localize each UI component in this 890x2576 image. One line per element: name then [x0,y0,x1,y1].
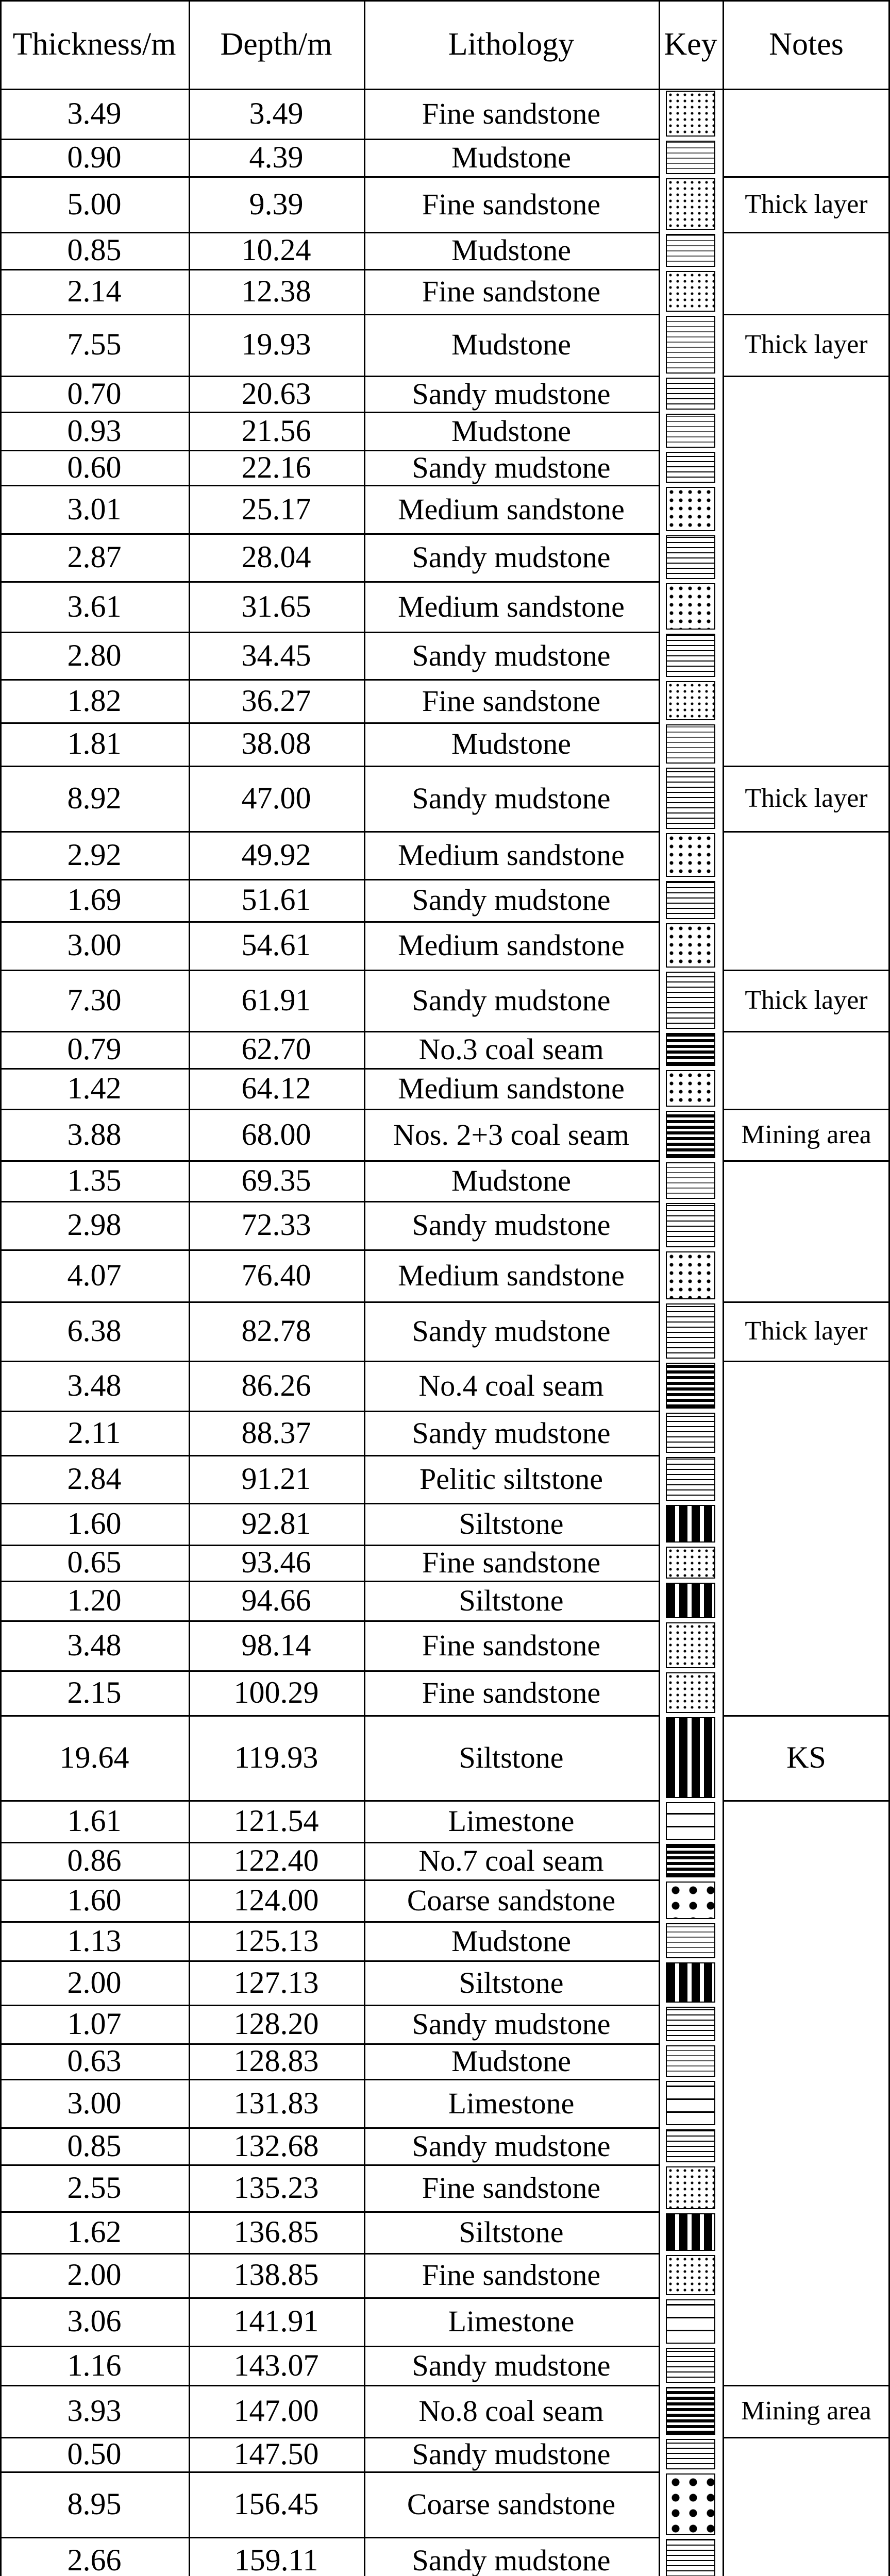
lithology-cell: No.7 coal seam [418,1843,604,1877]
depth-cell: 122.40 [233,1843,319,1877]
depth-cell: 143.07 [233,2348,319,2382]
depth-cell: 20.63 [241,376,311,411]
lithology-key-pattern [666,141,715,174]
depth-cell: 19.93 [241,327,311,362]
thickness-cell: 1.82 [67,683,122,718]
lithology-cell: Limestone [448,2304,575,2338]
depth-cell: 124.00 [233,1883,319,1917]
lithology-cell: Limestone [448,2086,575,2120]
lithology-cell: Sandy mudstone [412,2129,611,2163]
lithology-cell: Pelitic siltstone [419,1462,603,1496]
depth-cell: 28.04 [241,540,311,574]
depth-cell: 135.23 [233,2171,319,2205]
thickness-cell: 4.07 [67,1258,122,1292]
column-divider [723,0,724,2576]
thickness-cell: 3.01 [67,492,122,526]
depth-cell: 47.00 [241,781,311,815]
lithology-key-pattern [666,1583,715,1618]
note-cell: Thick layer [745,189,868,219]
thickness-cell: 0.70 [67,376,122,411]
thickness-cell: 2.98 [67,1208,122,1242]
note-divider [723,1800,890,1802]
lithology-cell: Medium sandstone [398,1258,625,1292]
lithology-key-pattern [666,724,715,764]
lithology-cell: Mudstone [451,1924,571,1958]
thickness-cell: 2.66 [67,2543,122,2576]
lithology-cell: Siltstone [459,1740,564,1774]
lithology-key-pattern [666,1070,715,1107]
lithology-key-pattern [666,972,715,1029]
note-divider [723,376,890,377]
thickness-cell: 1.62 [67,2214,122,2249]
lithology-key-pattern [666,2007,715,2041]
thickness-cell: 1.61 [67,1803,122,1838]
depth-cell: 22.16 [241,450,311,484]
lithology-key-pattern [666,487,715,531]
lithology-cell: Sandy mudstone [412,984,611,1017]
lithology-key-pattern [666,2539,715,2576]
lithology-key-pattern [666,1844,715,1877]
lithology-key-pattern [666,316,715,374]
lithology-key-pattern [666,881,715,919]
lithology-cell: Mudstone [451,727,571,761]
depth-cell: 119.93 [234,1740,318,1774]
thickness-cell: 0.63 [67,2044,122,2078]
lithology-cell: Fine sandstone [422,1675,601,1709]
lithology-key-pattern [666,833,715,877]
lithology-cell: Medium sandstone [398,928,625,962]
depth-cell: 88.37 [241,1415,311,1450]
note-divider [723,831,890,833]
depth-cell: 93.46 [241,1545,311,1580]
depth-cell: 10.24 [241,233,311,267]
lithology-key-pattern [666,2473,715,2535]
note-divider [723,176,890,178]
lithology-cell: Fine sandstone [422,274,601,308]
depth-cell: 9.39 [249,187,304,221]
depth-cell: 62.70 [241,1032,311,1066]
lithology-key-pattern [666,178,715,229]
depth-cell: 51.61 [241,883,311,917]
depth-cell: 127.13 [233,1965,319,1999]
note-divider [723,314,890,315]
lithology-cell: Limestone [448,1804,575,1838]
lithology-key-pattern [666,2081,715,2125]
lithology-cell: Sandy mudstone [412,1314,611,1348]
lithology-cell: Sandy mudstone [412,2007,611,2041]
lithology-cell: Fine sandstone [422,2171,601,2205]
thickness-cell: 0.90 [67,140,122,175]
note-divider [723,1715,890,1717]
lithology-cell: Sandy mudstone [412,377,611,411]
header-key: Key [664,26,717,62]
lithology-key-pattern [666,1717,715,1798]
lithology-key-pattern [666,2213,715,2251]
lithology-cell: Coarse sandstone [407,2487,616,2521]
depth-cell: 136.85 [233,2214,319,2249]
note-divider [723,1361,890,1362]
lithology-cell: Sandy mudstone [412,2543,611,2576]
lithology-cell: Fine sandstone [422,187,601,221]
depth-cell: 25.17 [241,492,311,526]
note-cell: Mining area [741,1120,871,1149]
lithology-key-pattern [666,452,715,483]
lithology-key-pattern [666,1505,715,1543]
thickness-cell: 3.88 [67,1117,122,1151]
thickness-cell: 3.06 [67,2304,122,2338]
depth-cell: 147.00 [233,2394,319,2428]
thickness-cell: 3.93 [67,2394,122,2428]
lithology-key-pattern [666,378,715,410]
depth-cell: 21.56 [241,413,311,448]
depth-cell: 54.61 [241,928,311,962]
thickness-cell: 1.60 [67,1883,122,1917]
note-divider [723,766,890,767]
thickness-cell: 0.93 [67,413,122,448]
depth-cell: 94.66 [241,1583,311,1617]
lithology-key-pattern [666,1622,715,1668]
lithology-key-pattern [666,923,715,968]
lithology-cell: Mudstone [451,141,571,175]
thickness-cell: 8.92 [67,781,122,815]
thickness-cell: 7.55 [67,327,122,362]
lithology-cell: Mudstone [451,414,571,448]
depth-cell: 49.92 [241,837,311,872]
thickness-cell: 8.95 [67,2486,122,2521]
depth-cell: 68.00 [241,1117,311,1151]
depth-cell: 159.11 [234,2543,318,2576]
lithology-cell: Siltstone [459,2215,564,2249]
thickness-cell: 3.00 [67,2086,122,2120]
depth-cell: 128.83 [233,2044,319,2078]
lithology-key-pattern [666,414,715,448]
lithology-cell: Sandy mudstone [412,2348,611,2382]
column-divider [659,0,660,2576]
note-divider [723,2385,890,2386]
note-cell: KS [786,1740,826,1774]
note-divider [723,232,890,233]
lithology-cell: No.8 coal seam [418,2394,604,2428]
note-divider [723,2437,890,2438]
thickness-cell: 2.55 [67,2171,122,2205]
lithology-key-pattern [666,1203,715,1247]
lithology-key-pattern [666,1111,715,1158]
lithology-cell: Siltstone [459,1965,564,1999]
lithology-cell: Coarse sandstone [407,1883,616,1917]
depth-cell: 31.65 [241,589,311,623]
lithology-cell: Sandy mudstone [412,540,611,574]
lithology-cell: Sandy mudstone [412,2437,611,2471]
depth-cell: 82.78 [241,1313,311,1348]
lithology-key-pattern [666,2166,715,2209]
lithology-cell: Siltstone [459,1583,564,1617]
lithology-key-pattern [666,2129,715,2162]
lithology-key-pattern [666,91,715,137]
thickness-cell: 3.49 [67,96,122,131]
thickness-cell: 2.84 [67,1462,122,1496]
thickness-cell: 2.11 [68,1415,121,1450]
lithology-cell: Mudstone [451,233,571,267]
lithology-cell: Medium sandstone [398,589,625,623]
depth-cell: 132.68 [233,2128,319,2163]
note-divider [723,970,890,971]
thickness-cell: 2.14 [67,274,122,308]
thickness-cell: 2.15 [67,1675,122,1709]
header-notes: Notes [769,26,844,62]
thickness-cell: 3.00 [67,928,122,962]
thickness-cell: 3.48 [67,1368,122,1402]
lithology-key-pattern [666,535,715,579]
note-cell: Thick layer [745,330,868,360]
thickness-cell: 1.07 [67,2006,122,2041]
thickness-cell: 0.86 [67,1843,122,1877]
thickness-cell: 1.20 [67,1583,122,1617]
lithology-key-pattern [666,1962,715,2002]
lithology-key-pattern [666,1923,715,1958]
thickness-cell: 0.65 [67,1545,122,1580]
lithology-cell: Mudstone [451,2044,571,2078]
thickness-cell: 0.79 [67,1032,122,1066]
depth-cell: 138.85 [233,2258,319,2292]
thickness-cell: 2.00 [67,2258,122,2292]
depth-cell: 100.29 [233,1675,319,1709]
depth-cell: 147.50 [233,2436,319,2471]
lithology-key-pattern [666,768,715,829]
depth-cell: 128.20 [233,2006,319,2041]
depth-cell: 141.91 [233,2304,319,2338]
note-divider [723,1109,890,1110]
lithology-cell: Fine sandstone [422,1546,601,1580]
depth-cell: 92.81 [241,1506,311,1541]
header-lithology: Lithology [448,26,575,62]
lithology-cell: Nos. 2+3 coal seam [393,1117,629,1151]
thickness-cell: 5.00 [67,187,122,221]
note-cell: Thick layer [745,783,868,813]
depth-cell: 12.38 [241,274,311,308]
lithology-key-pattern [666,2348,715,2383]
depth-cell: 69.35 [241,1163,311,1198]
lithology-key-pattern [666,1413,715,1453]
lithology-key-pattern [666,234,715,267]
lithology-cell: Sandy mudstone [412,1208,611,1242]
depth-cell: 121.54 [233,1803,319,1838]
lithology-cell: Fine sandstone [422,1628,601,1662]
thickness-cell: 19.64 [59,1740,129,1774]
lithology-key-pattern [666,583,715,630]
lithology-cell: Fine sandstone [422,684,601,718]
lithology-cell: Sandy mudstone [412,450,611,484]
lithology-cell: No.3 coal seam [418,1032,604,1066]
thickness-cell: 1.16 [67,2348,122,2382]
depth-cell: 34.45 [241,638,311,672]
lithology-cell: No.4 coal seam [418,1368,604,1402]
lithology-key-pattern [666,1303,715,1359]
lithology-key-pattern [666,1363,715,1409]
thickness-cell: 1.42 [67,1071,122,1105]
thickness-cell: 0.60 [67,450,122,484]
thickness-cell: 1.69 [67,883,122,917]
thickness-cell: 3.48 [67,1628,122,1662]
thickness-cell: 0.85 [67,233,122,267]
depth-cell: 36.27 [241,683,311,718]
depth-cell: 86.26 [241,1368,311,1402]
lithology-key-pattern [666,1457,715,1501]
depth-cell: 156.45 [233,2486,319,2521]
lithology-cell: Mudstone [451,1164,571,1198]
depth-cell: 61.91 [241,983,311,1017]
lithology-key-pattern [666,681,715,720]
lithology-cell: Siltstone [459,1507,564,1541]
thickness-cell: 2.92 [67,837,122,872]
lithology-key-pattern [666,1251,715,1299]
lithology-cell: Sandy mudstone [412,883,611,917]
note-divider [723,1160,890,1162]
depth-cell: 64.12 [241,1071,311,1105]
lithology-cell: Medium sandstone [398,1071,625,1105]
lithology-cell: Sandy mudstone [412,781,611,815]
depth-cell: 76.40 [241,1258,311,1292]
depth-cell: 91.21 [241,1462,311,1496]
depth-cell: 98.14 [241,1628,311,1662]
depth-cell: 125.13 [233,1923,319,1958]
note-cell: Mining area [741,2396,871,2426]
depth-cell: 131.83 [233,2086,319,2120]
depth-cell: 38.08 [241,726,311,761]
thickness-cell: 1.81 [67,726,122,761]
lithology-key-pattern [666,1882,715,1919]
thickness-cell: 2.00 [67,1965,122,1999]
lithology-key-pattern [666,2255,715,2295]
lithology-key-pattern [666,634,715,677]
lithology-cell: Fine sandstone [422,2258,601,2292]
thickness-cell: 0.50 [67,2436,122,2471]
thickness-cell: 1.35 [67,1163,122,1198]
thickness-cell: 1.60 [67,1506,122,1541]
header-depth: Depth/m [220,26,332,62]
lithology-key-pattern [666,2299,715,2344]
lithology-cell: Sandy mudstone [412,638,611,672]
lithology-key-pattern [666,1672,715,1713]
lithology-cell: Medium sandstone [398,492,625,526]
thickness-cell: 6.38 [67,1313,122,1348]
lithology-key-pattern [666,2387,715,2434]
lithology-key-pattern [666,1033,715,1066]
thickness-cell: 1.13 [67,1923,122,1958]
header-thickness: Thickness/m [12,26,176,62]
lithology-key-pattern [666,1802,715,1840]
lithology-key-pattern [666,271,715,312]
depth-cell: 4.39 [249,140,304,175]
table-top-border [0,0,890,2]
lithology-key-pattern [666,2439,715,2469]
lithology-cell: Fine sandstone [422,97,601,131]
lithology-cell: Medium sandstone [398,838,625,872]
lithology-key-pattern [666,1162,715,1199]
thickness-cell: 7.30 [67,983,122,1017]
thickness-cell: 2.80 [67,638,122,672]
note-cell: Thick layer [745,986,868,1015]
thickness-cell: 3.61 [67,589,122,623]
depth-cell: 3.49 [249,96,304,131]
note-divider [723,1301,890,1303]
note-divider [723,1031,890,1032]
thickness-cell: 2.87 [67,540,122,574]
lithology-cell: Mudstone [451,328,571,362]
lithology-key-pattern [666,2045,715,2077]
lithology-cell: Sandy mudstone [412,1416,611,1450]
depth-cell: 72.33 [241,1208,311,1242]
lithology-key-pattern [666,1547,715,1578]
note-cell: Thick layer [745,1316,868,1346]
thickness-cell: 0.85 [67,2128,122,2163]
